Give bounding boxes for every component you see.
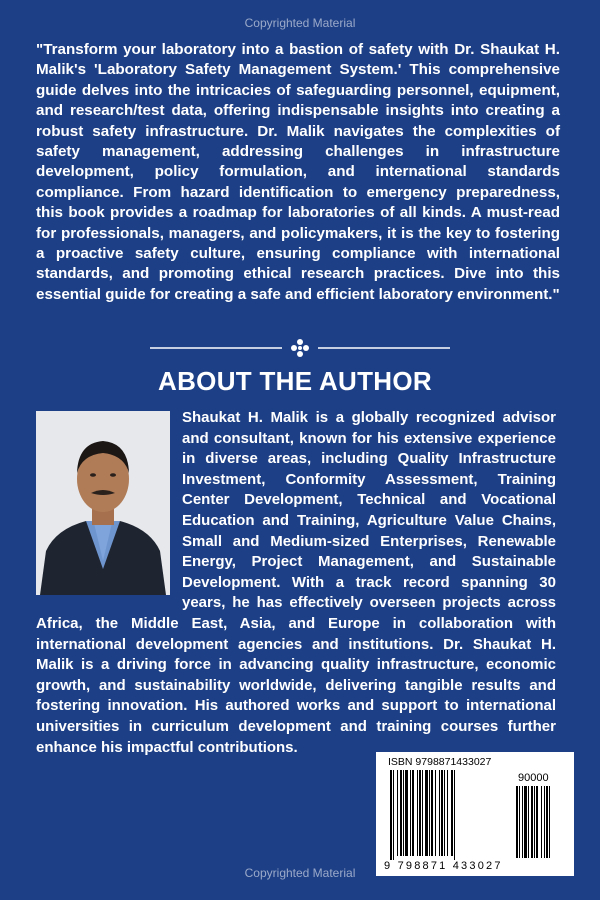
barcode-bars xyxy=(390,770,570,862)
barcode-bar xyxy=(393,770,394,860)
barcode-bar xyxy=(425,770,428,856)
book-blurb: "Transform your laboratory into a bastion of safety with Dr. Shaukat H. Malik's 'Laboratory Safety Management System.' This comprehensive guide delves into the intricacies of safeguarding personnel, equipment, and research/test data, offering indispensable insights into creating a robust safety infrastructure. Dr. Malik navigates the complexities of safety management, addressing challenges in infrastructure development, policy formulation, and international standards compliance. From hazard identification to emergency preparedness, this book provides a roadmap for laboratories of all kinds. A must-read for professionals, managers, and policymakers, it is the key to fostering a proactive safety culture, ensuring compliance with international standards, and promoting ethical research practices. Dive into this essential guide for creating a safe and efficient laboratory environment." xyxy=(36,41,560,303)
barcode-bar xyxy=(410,770,411,856)
barcode-bar xyxy=(441,770,443,856)
barcode-bar xyxy=(403,770,404,856)
barcode-addon-bar xyxy=(519,786,520,858)
barcode-bar xyxy=(419,770,421,856)
barcode-bar xyxy=(447,770,448,856)
about-author-heading: ABOUT THE AUTHOR xyxy=(158,366,432,396)
isbn-barcode xyxy=(376,752,574,876)
isbn-digits: 9 798871 433027 xyxy=(384,860,503,872)
barcode-bar xyxy=(422,770,423,856)
barcode-bar xyxy=(435,770,436,856)
about-author-section xyxy=(36,408,556,758)
barcode-addon-bar xyxy=(534,786,535,858)
barcode-addon-bar xyxy=(549,786,550,858)
isbn-label: ISBN 9798871433027 xyxy=(388,756,492,768)
barcode-addon-bar xyxy=(522,786,523,858)
barcode-bar xyxy=(454,770,455,860)
barcode-bar xyxy=(451,770,453,856)
ornament-divider xyxy=(150,338,450,358)
price-code: 90000 xyxy=(518,772,549,784)
barcode-addon-bar xyxy=(541,786,542,858)
fleuron-icon xyxy=(291,339,309,357)
barcode-bar xyxy=(439,770,440,856)
barcode-bar xyxy=(397,770,398,856)
barcode-bar xyxy=(400,770,402,856)
barcode-bar xyxy=(412,770,414,856)
barcode-bar xyxy=(431,770,433,856)
barcode-addon-bar xyxy=(528,786,529,858)
barcode-addon-bar xyxy=(531,786,533,858)
barcode-addon-bar xyxy=(516,786,518,858)
barcode-addon-bar xyxy=(546,786,548,858)
copyright-watermark-bottom: Copyrighted Material xyxy=(244,866,356,880)
barcode-addon-bar xyxy=(524,786,527,858)
barcode-addon-bar xyxy=(544,786,545,858)
barcode-bar xyxy=(429,770,430,856)
barcode-bar xyxy=(417,770,418,856)
barcode-addon-bar xyxy=(536,786,538,858)
barcode-bar xyxy=(390,770,392,860)
author-bio: Shaukat H. Malik is a globally recognized advisor and consultant, known for his extensive experience in diverse areas, including Quality Infrastructure Investment, Conformity Assessment, Training Center Development, Technical and Vocational Education and Training, Agriculture Value Chains, Small and Medium-sized Enterprises, Renewable Energy, Project Management, and Sustainable Development. With a track record spanning 30 years, he has effectively overseen projects across Africa, the Middle East, Asia, and Europe in collaboration with international development agencies and institutions. Dr. Shaukat H. Malik is a driving force in advancing quality infrastructure, economic growth, and sustainability worldwide, delivering tangible results and fostering innovation. His authored works and support to international universities in curriculum development and training courses further enhance his impactful contributions. xyxy=(36,409,556,756)
barcode-bar xyxy=(444,770,445,856)
barcode-bar xyxy=(405,770,408,856)
author-photo xyxy=(36,411,170,595)
copyright-watermark-top: Copyrighted Material xyxy=(244,16,356,30)
